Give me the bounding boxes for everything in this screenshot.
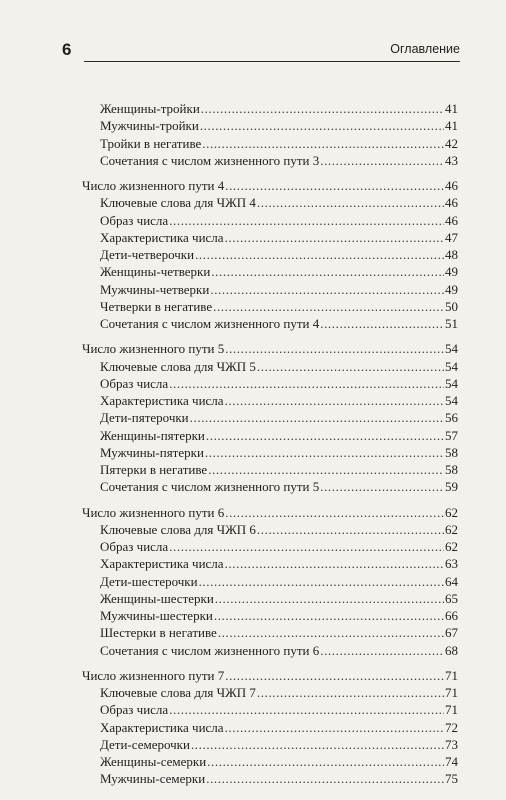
toc-section-entry[interactable]: [82, 770, 458, 787]
dot-leader: [257, 684, 444, 701]
toc-entry-title: Женщины-семерки: [100, 754, 207, 769]
toc-entry-title: Характеристика числа: [100, 393, 224, 408]
dot-leader: [195, 246, 444, 263]
toc-section-entry[interactable]: [82, 298, 458, 315]
toc-entry-page: 72: [445, 719, 458, 735]
toc-section-entry[interactable]: [82, 229, 458, 246]
dot-leader: [206, 770, 444, 787]
toc-entry-title: Характеристика числа: [100, 719, 224, 735]
dot-leader: [210, 281, 444, 298]
toc-section-entry[interactable]: [82, 684, 458, 701]
dot-leader: [169, 538, 444, 555]
toc-entry-page: 43: [445, 152, 458, 168]
toc-entry-title: Образ числа: [100, 375, 169, 391]
toc-entry-page: 42: [445, 135, 458, 151]
toc-entry-title: Пятерки в негативе: [100, 462, 208, 477]
dot-leader: [257, 521, 444, 538]
toc-section-entry[interactable]: [82, 461, 458, 478]
toc-entry-page: 48: [445, 247, 458, 262]
toc-entry-page: 46: [445, 212, 458, 228]
toc-entry-title: Характеристика числа: [100, 556, 224, 572]
toc-section-entry[interactable]: [82, 719, 458, 736]
toc-entry-title: Дети-шестерочки: [100, 573, 198, 589]
toc-entry-title: Образ числа: [100, 702, 169, 718]
toc-section-entry[interactable]: [82, 624, 458, 641]
toc-entry-title: Женщины-тройки: [100, 101, 200, 116]
toc-entry-title: Сочетания с числом жизненного пути 4: [100, 316, 320, 331]
toc-entry-page: 71: [445, 667, 458, 683]
toc-entry-title: Мужчины-тройки: [100, 118, 199, 134]
toc-chapter-entry[interactable]: [82, 340, 458, 357]
toc-entry-page: 73: [445, 736, 458, 752]
toc-entry-title: Ключевые слова для ЧЖП 4: [100, 195, 256, 211]
toc-section-entry[interactable]: [82, 263, 458, 280]
toc-section-entry[interactable]: [82, 212, 458, 229]
dot-leader: [169, 375, 444, 392]
toc-section-entry[interactable]: [82, 701, 458, 718]
toc-entry-title: Ключевые слова для ЧЖП 6: [100, 521, 256, 537]
toc-entry-title: Мужчины-шестерки: [100, 608, 213, 623]
dot-leader: [320, 152, 444, 169]
toc-entry-page: 71: [445, 702, 458, 718]
toc-section-entry[interactable]: [82, 753, 458, 770]
toc-entry-page: 47: [445, 229, 458, 245]
toc-entry-page: 51: [445, 316, 458, 331]
toc-entry-page: 56: [445, 410, 458, 426]
toc-section-entry[interactable]: [82, 538, 458, 555]
dot-leader: [257, 358, 444, 375]
dot-leader: [225, 504, 444, 521]
toc-entry-page: 54: [445, 393, 458, 408]
toc-section-entry[interactable]: [82, 555, 458, 572]
dot-leader: [205, 444, 444, 461]
running-header: Оглавление: [390, 42, 460, 56]
toc-entry-title: Сочетания с числом жизненного пути 3: [100, 152, 320, 168]
table-of-contents: [82, 100, 458, 788]
toc-entry-title: Мужчины-семерки: [100, 771, 206, 787]
toc-entry-page: 62: [445, 539, 458, 554]
toc-section-entry[interactable]: [82, 427, 458, 444]
toc-section-entry[interactable]: [82, 135, 458, 152]
toc-entry-page: 41: [445, 118, 458, 134]
dot-leader: [320, 315, 444, 332]
page-number: 6: [62, 40, 72, 59]
toc-entry-page: 49: [445, 281, 458, 297]
toc-entry-title: Образ числа: [100, 539, 169, 554]
dot-leader: [218, 624, 444, 641]
toc-entry-page: 59: [445, 479, 458, 495]
toc-entry-title: Дети-семерочки: [100, 736, 190, 752]
toc-section-entry[interactable]: [82, 100, 458, 117]
dot-leader: [208, 461, 444, 478]
toc-entry-page: 74: [445, 754, 458, 769]
toc-entry-page: 65: [445, 590, 458, 606]
toc-entry-title: Дети-пятерочки: [100, 410, 189, 426]
toc-section-entry[interactable]: [82, 409, 458, 426]
toc-section-entry[interactable]: [82, 521, 458, 538]
dot-leader: [214, 607, 444, 624]
toc-entry-page: 49: [445, 264, 458, 280]
toc-entry-title: Женщины-четверки: [100, 264, 211, 280]
toc-section-entry[interactable]: [82, 444, 458, 461]
dot-leader: [207, 753, 444, 770]
toc-entry-title: Четверки в негативе: [100, 298, 213, 314]
toc-chapter-entry[interactable]: [82, 667, 458, 684]
toc-entry-title: Образ числа: [100, 212, 169, 228]
dot-leader: [225, 555, 444, 572]
toc-entry-page: 64: [445, 573, 458, 589]
dot-leader: [320, 642, 444, 659]
toc-section-entry[interactable]: [82, 358, 458, 375]
toc-section-entry[interactable]: [82, 117, 458, 134]
dot-leader: [211, 263, 444, 280]
toc-entry-title: Ключевые слова для ЧЖП 5: [100, 358, 256, 374]
toc-chapter-entry[interactable]: [82, 177, 458, 194]
toc-entry-title: Число жизненного пути 5: [82, 341, 225, 357]
toc-entry-page: 63: [445, 556, 458, 572]
toc-section-entry[interactable]: [82, 194, 458, 211]
toc-entry-page: 46: [445, 178, 458, 193]
toc-entry-page: 58: [445, 444, 458, 460]
toc-entry-title: Шестерки в негативе: [100, 625, 217, 641]
dot-leader: [169, 701, 444, 718]
dot-leader: [201, 100, 444, 117]
toc-entry-title: Число жизненного пути 6: [82, 504, 225, 520]
toc-entry-page: 58: [445, 462, 458, 477]
toc-entry-title: Число жизненного пути 4: [82, 178, 225, 193]
toc-entry-title: Сочетания с числом жизненного пути 5: [100, 479, 320, 495]
dot-leader: [199, 573, 444, 590]
toc-entry-page: 75: [445, 771, 458, 787]
toc-entry-page: 62: [445, 504, 458, 520]
toc-entry-page: 67: [445, 625, 458, 641]
toc-entry-title: Тройки в негативе: [100, 135, 202, 151]
toc-section-entry[interactable]: [82, 478, 458, 495]
toc-entry-page: 71: [445, 685, 458, 700]
toc-entry-page: 54: [445, 375, 458, 391]
toc-entry-title: Характеристика числа: [100, 229, 224, 245]
toc-section-entry[interactable]: [82, 573, 458, 590]
dot-leader: [225, 177, 444, 194]
toc-entry-title: Дети-четверочки: [100, 247, 195, 262]
toc-entry-title: Число жизненного пути 7: [82, 667, 225, 683]
toc-section-entry[interactable]: [82, 736, 458, 753]
dot-leader: [213, 298, 444, 315]
dot-leader: [190, 409, 444, 426]
toc-section-entry[interactable]: [82, 642, 458, 659]
toc-section-entry[interactable]: [82, 152, 458, 169]
dot-leader: [320, 478, 444, 495]
toc-entry-title: Женщины-шестерки: [100, 590, 214, 606]
toc-entry-title: Ключевые слова для ЧЖП 7: [100, 685, 256, 700]
toc-entry-title: Сочетания с числом жизненного пути 6: [100, 642, 320, 658]
toc-section-entry[interactable]: [82, 590, 458, 607]
dot-leader: [225, 229, 444, 246]
toc-entry-page: 68: [445, 642, 458, 658]
toc-entry-page: 66: [445, 608, 458, 623]
toc-entry-title: Мужчины-пятерки: [100, 444, 204, 460]
toc-chapter-entry[interactable]: [82, 504, 458, 521]
dot-leader: [202, 135, 444, 152]
dot-leader: [225, 392, 444, 409]
toc-section-entry[interactable]: [82, 375, 458, 392]
dot-leader: [257, 194, 444, 211]
toc-section-entry[interactable]: [82, 246, 458, 263]
toc-entry-page: 41: [445, 101, 458, 116]
toc-entry-page: 46: [445, 195, 458, 211]
dot-leader: [169, 212, 444, 229]
toc-section-entry[interactable]: [82, 607, 458, 624]
dot-leader: [206, 427, 444, 444]
toc-entry-title: Женщины-пятерки: [100, 427, 205, 443]
dot-leader: [225, 719, 444, 736]
toc-section-entry[interactable]: [82, 281, 458, 298]
header-rule: [84, 61, 460, 62]
dot-leader: [225, 667, 444, 684]
toc-entry-page: 62: [445, 521, 458, 537]
dot-leader: [225, 340, 444, 357]
toc-entry-page: 54: [445, 358, 458, 374]
dot-leader: [215, 590, 444, 607]
toc-entry-page: 50: [445, 298, 458, 314]
toc-entry-page: 57: [445, 427, 458, 443]
dot-leader: [191, 736, 444, 753]
toc-entry-title: Мужчины-четверки: [100, 281, 210, 297]
toc-entry-page: 54: [445, 341, 458, 357]
dot-leader: [200, 117, 444, 134]
toc-section-entry[interactable]: [82, 315, 458, 332]
toc-section-entry[interactable]: [82, 392, 458, 409]
